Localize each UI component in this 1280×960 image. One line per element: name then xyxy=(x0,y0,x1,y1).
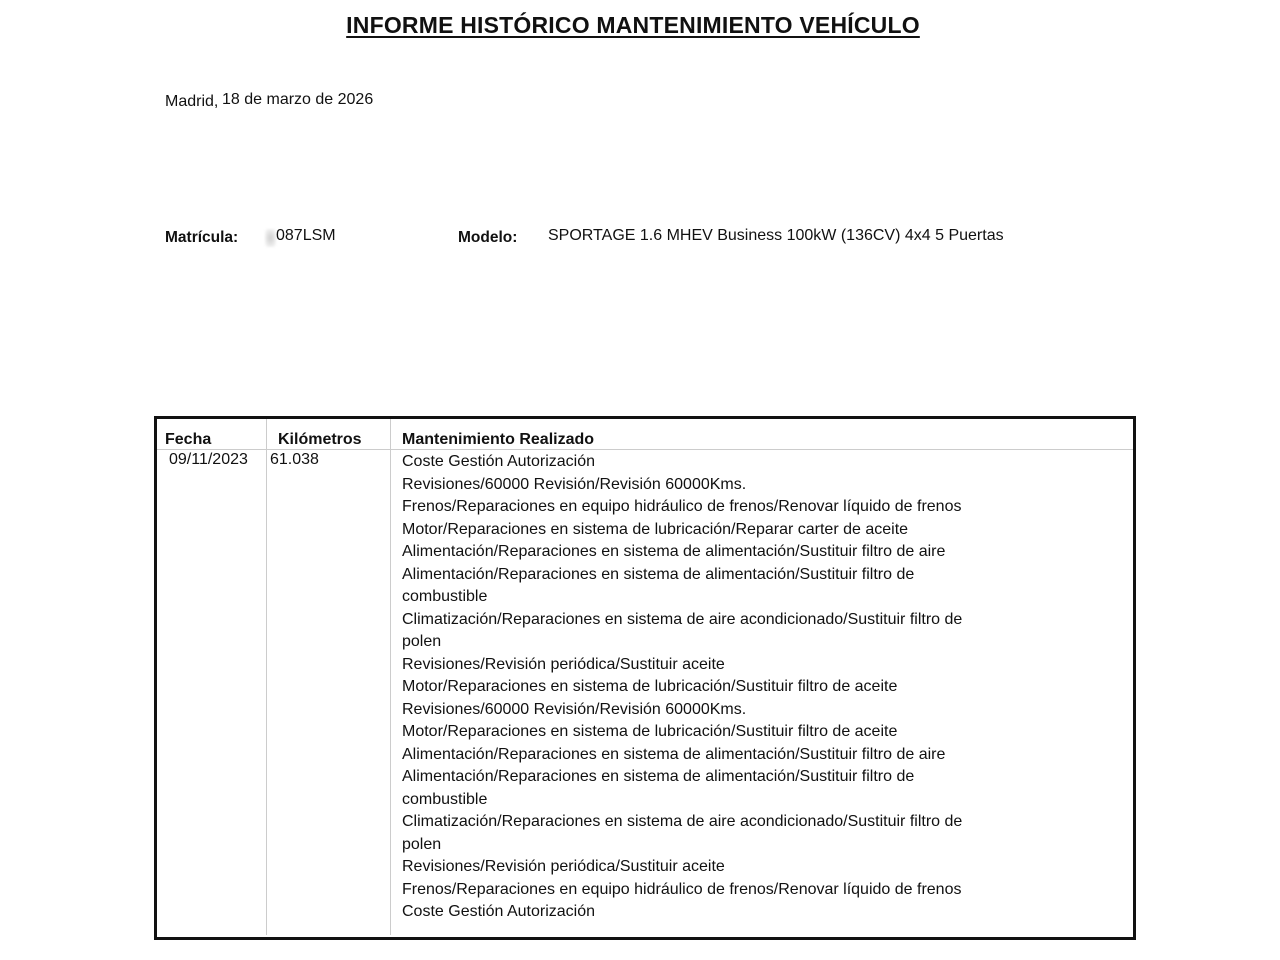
model-value: SPORTAGE 1.6 MHEV Business 100kW (136CV) 4x4 5 Puertas xyxy=(548,227,1004,244)
row-km: 61.038 xyxy=(270,451,319,468)
column-divider-date xyxy=(266,419,267,935)
model-label: Modelo: xyxy=(458,229,518,246)
row-date: 09/11/2023 xyxy=(169,451,248,468)
report-date: 18 de marzo de 2026 xyxy=(222,91,374,108)
maintenance-item: Alimentación/Reparaciones en sistema de alimentación/Sustituir filtro de combustible xyxy=(402,565,915,605)
maintenance-item: Revisiones/Revisión periódica/Sustituir aceite xyxy=(402,655,725,673)
header-date: Fecha xyxy=(165,431,212,448)
maintenance-item: Alimentación/Reparaciones en sistema de alimentación/Sustituir filtro de aire xyxy=(402,543,946,560)
maintenance-item: Frenos/Reparaciones en equipo hidráulico de frenos/Renovar líquido de frenos xyxy=(402,880,962,898)
report-title: INFORME HISTÓRICO MANTENIMIENTO VEHÍCULO xyxy=(346,12,920,38)
maintenance-item: Coste Gestión Autorización xyxy=(402,903,595,920)
maintenance-item: Alimentación/Reparaciones en sistema de alimentación/Sustituir filtro de combustible xyxy=(402,768,915,808)
plate-label: Matrícula: xyxy=(165,229,239,246)
report-place: Madrid, xyxy=(165,93,219,110)
maintenance-item: Motor/Reparaciones en sistema de lubricación/Reparar carter de aceite xyxy=(402,520,909,538)
header-km: Kilómetros xyxy=(278,431,362,448)
maintenance-item: Alimentación/Reparaciones en sistema de alimentación/Sustituir filtro de aire xyxy=(402,745,946,763)
maintenance-item: Climatización/Reparaciones en sistema de aire acondicionado/Sustituir filtro de polen xyxy=(402,610,963,650)
maintenance-item: Motor/Reparaciones en sistema de lubricación/Sustituir filtro de aceite xyxy=(402,678,898,695)
maintenance-item: Revisiones/Revisión periódica/Sustituir aceite xyxy=(402,858,725,875)
maintenance-item: Frenos/Reparaciones en equipo hidráulico de frenos/Renovar líquido de frenos xyxy=(402,498,962,515)
plate-redaction xyxy=(265,229,276,247)
header-divider xyxy=(157,449,1133,450)
maintenance-item: Climatización/Reparaciones en sistema de aire acondicionado/Sustituir filtro de polen xyxy=(402,813,963,853)
maintenance-item: Coste Gestión Autorización xyxy=(402,453,595,470)
header-maintenance: Mantenimiento Realizado xyxy=(402,431,595,448)
plate-value: 087LSM xyxy=(276,227,336,244)
maintenance-item: Revisiones/60000 Revisión/Revisión 60000Kms. xyxy=(402,700,747,718)
column-divider-km xyxy=(390,419,391,935)
maintenance-item: Revisiones/60000 Revisión/Revisión 60000Kms. xyxy=(402,475,747,493)
maintenance-items xyxy=(402,451,1002,924)
maintenance-item: Motor/Reparaciones en sistema de lubricación/Sustituir filtro de aceite xyxy=(402,723,898,740)
